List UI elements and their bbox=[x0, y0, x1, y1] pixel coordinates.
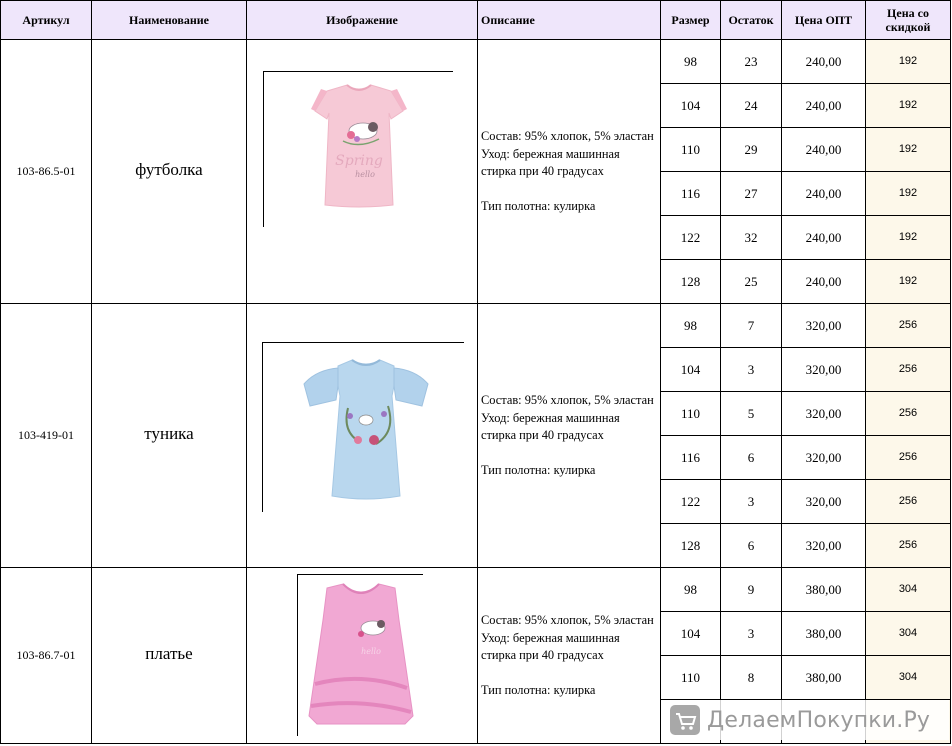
discount-value: 256 bbox=[898, 318, 918, 331]
variant-size: 110 bbox=[661, 656, 721, 700]
variant-stock: 3 bbox=[721, 348, 782, 392]
table-row bbox=[1, 304, 951, 348]
discount-value: 304 bbox=[898, 670, 918, 683]
product-sku: 103-86.5-01 bbox=[1, 40, 92, 304]
svg-text:hello: hello bbox=[355, 170, 375, 179]
variant-size: 98 bbox=[661, 304, 721, 348]
variant-stock: 29 bbox=[721, 128, 782, 172]
discount-value: 256 bbox=[898, 538, 918, 551]
variant-discount-price bbox=[866, 656, 951, 700]
discount-value: 192 bbox=[898, 98, 918, 111]
product-description bbox=[478, 304, 661, 568]
variant-size: 128 bbox=[661, 524, 721, 568]
variant-stock: 6 bbox=[721, 436, 782, 480]
variant-stock: 24 bbox=[721, 84, 782, 128]
table-header-row bbox=[1, 1, 951, 40]
variant-size: 104 bbox=[661, 612, 721, 656]
variant-size: 116 bbox=[661, 436, 721, 480]
product-sku: 103-86.7-01 bbox=[1, 568, 92, 744]
variant-discount-price bbox=[866, 348, 951, 392]
variant-stock: 8 bbox=[721, 656, 782, 700]
shopping-cart-icon bbox=[669, 704, 701, 736]
variant-size: 128 bbox=[661, 260, 721, 304]
variant-price: 240,00 bbox=[782, 84, 866, 128]
variant-price: 320,00 bbox=[782, 524, 866, 568]
discount-value: 192 bbox=[898, 274, 918, 287]
variant-discount-price bbox=[866, 172, 951, 216]
variant-price: 380,00 bbox=[782, 568, 866, 612]
variant-size: 110 bbox=[661, 128, 721, 172]
variant-stock: 3 bbox=[721, 612, 782, 656]
pink-dress-icon bbox=[303, 576, 419, 736]
pink-tshirt-icon bbox=[299, 79, 419, 219]
description-care: Уход: бережная машинная стирка при 40 градусах bbox=[481, 630, 620, 662]
discount-value: 304 bbox=[898, 582, 918, 595]
variant-price: 380,00 bbox=[782, 612, 866, 656]
product-name: платье bbox=[92, 568, 247, 744]
svg-text:Spring: Spring bbox=[335, 153, 383, 169]
header-discount-price: Цена со скидкой bbox=[866, 1, 951, 40]
variant-price: 240,00 bbox=[782, 128, 866, 172]
description-care: Уход: бережная машинная стирка при 40 градусах bbox=[481, 146, 620, 178]
variant-size: 122 bbox=[661, 216, 721, 260]
variant-price: 320,00 bbox=[782, 392, 866, 436]
discount-value: 304 bbox=[898, 626, 918, 639]
variant-discount-price bbox=[866, 260, 951, 304]
variant-price: 380,00 bbox=[782, 656, 866, 700]
variant-price: 240,00 bbox=[782, 172, 866, 216]
variant-price: 240,00 bbox=[782, 260, 866, 304]
variant-size: 104 bbox=[661, 84, 721, 128]
variant-stock: 23 bbox=[721, 40, 782, 84]
description-fabric: Тип полотна: кулирка bbox=[481, 682, 596, 697]
description-composition: Состав: 95% хлопок, 5% эластан bbox=[481, 393, 654, 407]
variant-discount-price bbox=[866, 436, 951, 480]
header-sku: Артикул bbox=[1, 1, 92, 40]
variant-size: 116 bbox=[661, 172, 721, 216]
discount-value: 192 bbox=[898, 186, 918, 199]
variant-price: 320,00 bbox=[782, 348, 866, 392]
table-row bbox=[1, 568, 951, 612]
discount-value: 256 bbox=[898, 362, 918, 375]
variant-price: 320,00 bbox=[782, 304, 866, 348]
watermark bbox=[667, 700, 949, 740]
discount-value: 256 bbox=[898, 494, 918, 507]
product-image-tunic bbox=[262, 342, 464, 512]
variant-stock: 7 bbox=[721, 304, 782, 348]
variant-discount-price bbox=[866, 128, 951, 172]
variant-stock: 3 bbox=[721, 480, 782, 524]
header-size: Размер bbox=[661, 1, 721, 40]
variant-size: 104 bbox=[661, 348, 721, 392]
variant-price: 240,00 bbox=[782, 40, 866, 84]
product-description bbox=[478, 40, 661, 304]
variant-discount-price bbox=[866, 304, 951, 348]
discount-value: 192 bbox=[898, 54, 918, 67]
product-name: туника bbox=[92, 304, 247, 568]
variant-price: 240,00 bbox=[782, 216, 866, 260]
description-fabric: Тип полотна: кулирка bbox=[481, 462, 596, 477]
product-description bbox=[478, 568, 661, 744]
variant-discount-price bbox=[866, 216, 951, 260]
variant-discount-price bbox=[866, 392, 951, 436]
header-price: Цена ОПТ bbox=[782, 1, 866, 40]
description-care: Уход: бережная машинная стирка при 40 градусах bbox=[481, 410, 620, 442]
blue-tunic-icon bbox=[296, 356, 436, 506]
watermark-text: ДелаемПокупки.Ру bbox=[707, 707, 931, 733]
variant-stock: 32 bbox=[721, 216, 782, 260]
variant-stock: 9 bbox=[721, 568, 782, 612]
header-image: Изображение bbox=[247, 1, 478, 40]
description-fabric: Тип полотна: кулирка bbox=[481, 198, 596, 213]
variant-stock: 5 bbox=[721, 392, 782, 436]
variant-size: 122 bbox=[661, 480, 721, 524]
description-composition: Состав: 95% хлопок, 5% эластан bbox=[481, 129, 654, 143]
discount-value: 256 bbox=[898, 406, 918, 419]
discount-value: 192 bbox=[898, 142, 918, 155]
variant-discount-price bbox=[866, 524, 951, 568]
discount-value: 192 bbox=[898, 230, 918, 243]
variant-price: 320,00 bbox=[782, 436, 866, 480]
product-name: футболка bbox=[92, 40, 247, 304]
variant-size: 98 bbox=[661, 568, 721, 612]
variant-discount-price bbox=[866, 40, 951, 84]
svg-text:hello: hello bbox=[361, 647, 381, 656]
variant-stock: 27 bbox=[721, 172, 782, 216]
variant-stock: 25 bbox=[721, 260, 782, 304]
discount-value: 256 bbox=[898, 450, 918, 463]
table-row bbox=[1, 40, 951, 84]
header-description: Описание bbox=[478, 1, 661, 40]
product-image-dress bbox=[297, 574, 423, 736]
product-image-tshirt bbox=[263, 71, 453, 227]
header-stock: Остаток bbox=[721, 1, 782, 40]
variant-stock: 6 bbox=[721, 524, 782, 568]
variant-discount-price bbox=[866, 480, 951, 524]
variant-size: 110 bbox=[661, 392, 721, 436]
variant-size: 98 bbox=[661, 40, 721, 84]
header-name: Наименование bbox=[92, 1, 247, 40]
description-composition: Состав: 95% хлопок, 5% эластан bbox=[481, 613, 654, 627]
product-sku: 103-419-01 bbox=[1, 304, 92, 568]
variant-discount-price bbox=[866, 612, 951, 656]
variant-discount-price bbox=[866, 568, 951, 612]
variant-price: 320,00 bbox=[782, 480, 866, 524]
variant-discount-price bbox=[866, 84, 951, 128]
